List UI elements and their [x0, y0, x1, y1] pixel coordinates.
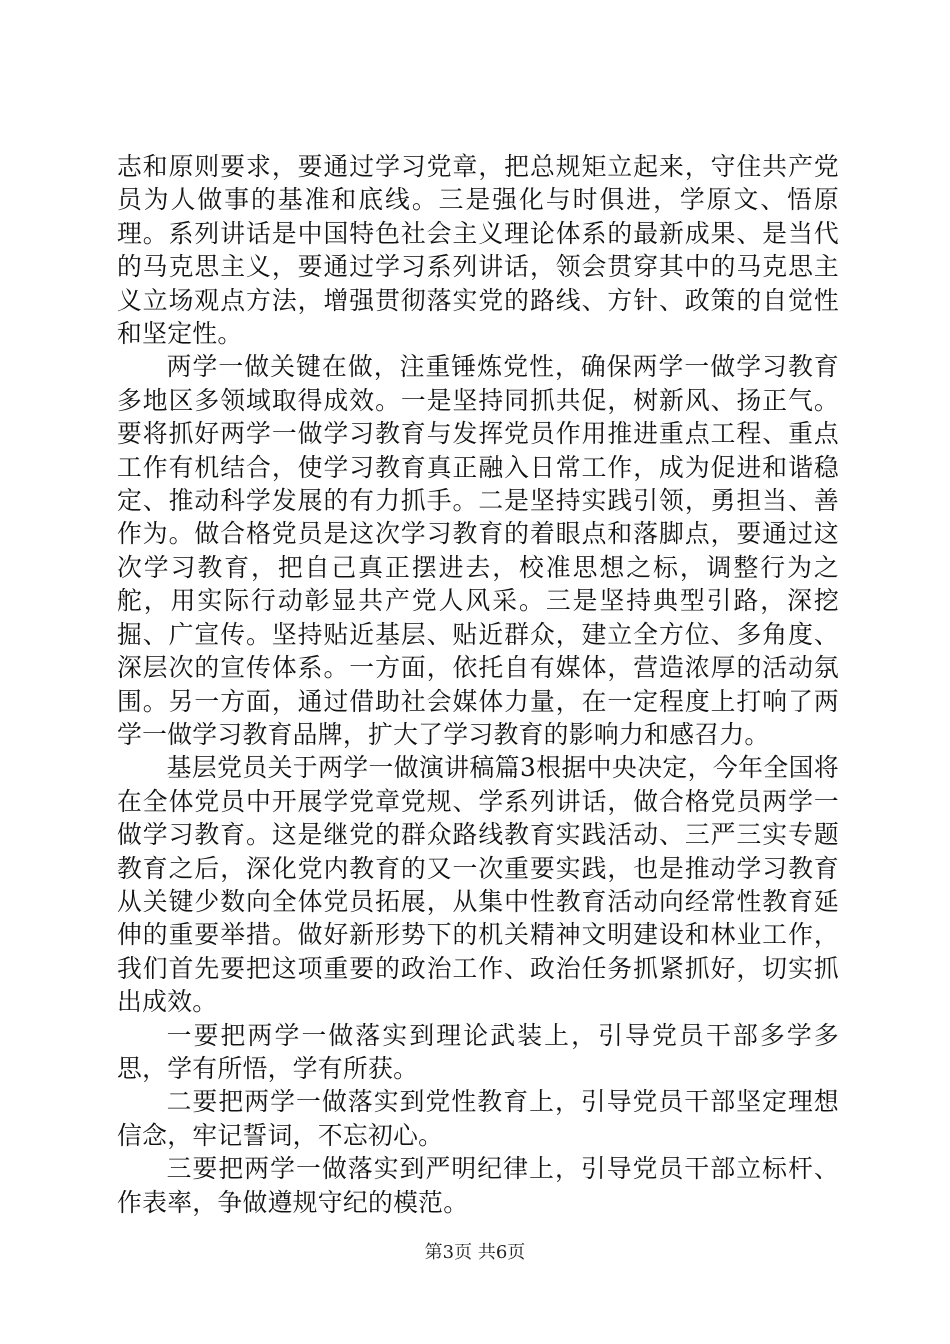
paragraph-5: 二要把两学一做落实到党性教育上，引导党员干部坚定理想信念，牢记誓词，不忘初心。: [117, 1087, 839, 1150]
document-body: [117, 150, 839, 1219]
paragraph-6: 三要把两学一做落实到严明纪律上，引导党员干部立标杆、作表率，争做遵规守纪的模范。: [117, 1154, 839, 1217]
paragraph-4: 一要把两学一做落实到理论武装上，引导党员干部多学多思，学有所悟，学有所获。: [117, 1020, 839, 1083]
paragraph-2: 两学一做关键在做，注重锤炼党性，确保两学一做学习教育多地区多领域取得成效。一是坚持同抓共促，树新风、扬正气。要将抓好两学一做学习教育与发挥党员作用推进重点工程、重点工作有机结合，使学习教育真正融入日常工作，成为促进和谐稳定、推动科学发展的有力抓手。二是坚持实践引领，勇担当、善作为。做合格党员是这次学习教育的着眼点和落脚点，要通过这次学习教育，把自己真正摆进去，校准思想之标，调整行为之舵，用实际行动彰显共产党人风采。三是坚持典型引路，深挖掘、广宣传。坚持贴近基层、贴近群众，建立全方位、多角度、深层次的宣传体系。一方面，依托自有媒体，营造浓厚的活动氛围。另一方面，通过借助社会媒体力量，在一定程度上打响了两学一做学习教育品牌，扩大了学习教育的影响力和感召力。: [117, 352, 839, 749]
page-number-label: 第3页 共6页: [424, 1242, 526, 1263]
paragraph-1: 志和原则要求，要通过学习党章，把总规矩立起来，守住共产党员为人做事的基准和底线。三是强化与时俱进，学原文、悟原理。系列讲话是中国特色社会主义理论体系的最新成果、是当代的马克思主义，要通过学习系列讲话，领会贯穿其中的马克思主义立场观点方法，增强贯彻落实党的路线、方针、政策的自觉性和坚定性。: [117, 152, 839, 349]
paragraph-3: 基层党员关于两学一做演讲稿篇3根据中央决定，今年全国将在全体党员中开展学党章党规、学系列讲话，做合格党员两学一做学习教育。这是继党的群众路线教育实践活动、三严三实专题教育之后，深化党内教育的又一次重要实践，也是推动学习教育从关键少数向全体党员拓展，从集中性教育活动向经常性教育延伸的重要举措。做好新形势下的机关精神文明建设和林业工作，我们首先要把这项重要的政治工作、政治任务抓紧抓好，切实抓出成效。: [117, 753, 839, 1017]
page-footer: [0, 1241, 950, 1265]
